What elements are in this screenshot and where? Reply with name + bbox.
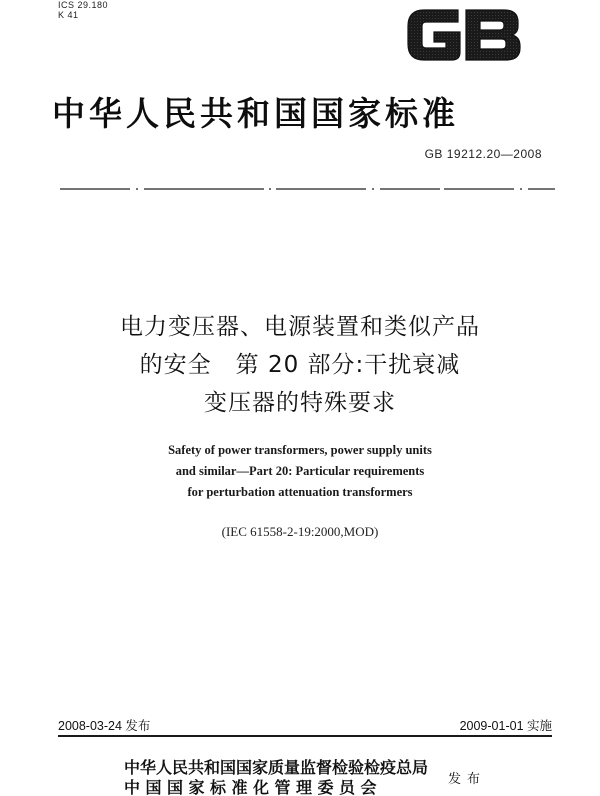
implementation-date: 2009-01-01 实施 xyxy=(459,719,552,733)
chinese-title-line-3: 变压器的特殊要求 xyxy=(204,390,396,416)
iec-equivalence: (IEC 61558-2-19:2000,MOD) xyxy=(221,524,379,539)
english-title-line-3: for perturbation attenuation transformers xyxy=(187,485,413,499)
chinese-title-line-2: 的安全 第 20 部分:干扰衰减 xyxy=(139,352,461,378)
publish-label: 发布 xyxy=(448,772,487,787)
issuer-aqsiq: 中华人民共和国国家质量监督检验检疫总局 xyxy=(124,758,429,777)
standard-number xyxy=(425,147,542,161)
standard-number-text: GB 19212.20—2008 xyxy=(424,147,542,161)
date-divider xyxy=(58,735,552,737)
ccs-code: K 41 xyxy=(58,10,79,20)
ics-code: ICS 29.180 xyxy=(58,0,109,10)
date-row xyxy=(58,716,552,736)
chinese-title-line-1: 电力变压器、电源装置和类似产品 xyxy=(120,314,480,340)
english-title xyxy=(0,440,600,503)
gb-logo xyxy=(402,6,526,64)
chinese-title xyxy=(0,308,600,422)
english-title-line-2: and similar—Part 20: Particular requirements xyxy=(175,464,425,478)
issuing-authorities xyxy=(124,758,428,796)
header-divider xyxy=(60,186,555,192)
classification-codes xyxy=(58,0,108,20)
national-standard-heading: 中华人民共和国国家标准 xyxy=(52,94,459,133)
issuer-sac: 中国国家标准化管理委员会 xyxy=(124,778,383,796)
issue-date: 2008-03-24 发布 xyxy=(58,719,151,733)
header-divider-line xyxy=(60,186,555,192)
english-title-line-1: Safety of power transformers, power supply units xyxy=(168,443,432,457)
